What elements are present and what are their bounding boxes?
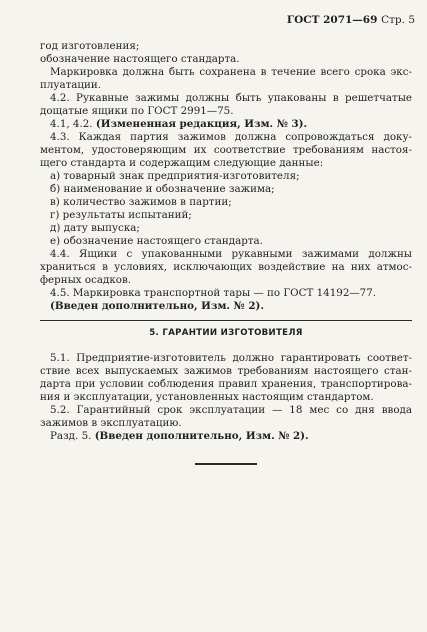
standard-number: ГОСТ 2071—69 [286,14,378,26]
list-item: в) количество зажимов в партии; [50,196,232,208]
section-heading: 5. ГАРАНТИИ ИЗГОТОВИТЕЛЯ [149,328,303,338]
text-line: зажимов в эксплуатацию. [40,417,182,429]
amendment-text: (Измененная редакция, Изм. № 3). [95,118,308,130]
amendment-text: (Введен дополнительно, Изм. № 2). [94,430,309,442]
section-divider [40,320,412,321]
page-number: Стр. 5 [381,14,415,26]
text-line: ферных осадков. [40,274,132,286]
text-line: ствие всех выпускаемых зажимов требованиям настоящего стан- [40,365,412,377]
text-line: плуатации. [40,79,102,91]
spacer [40,453,412,463]
amendment-note [40,430,412,443]
amendment-note [40,118,412,131]
list-item: г) результаты испытаний; [50,209,192,221]
clause-5-2: 5.2. Гарантийный срок эксплуатации — 18 мес со дня ввода [50,404,412,416]
clause-4-3: 4.3. Каждая партия зажимов должна сопровождаться доку- [50,131,412,143]
text-line: Маркировка должна быть сохранена в течение всего срока экс- [50,66,412,78]
document-body [40,40,412,465]
list-item: а) товарный знак предприятия-изготовителя; [50,170,300,182]
text-line: ментом, удостоверяющим их соответствие требованиям настоя- [40,144,412,156]
list-item: б) наименование и обозначение зажима; [50,183,275,195]
text-line: храниться в условиях, исключающих воздействие на них атмос- [40,261,412,273]
text-line: ния и эксплуатации, установленных настоящим стандартом. [40,391,374,403]
text-line: дарта при условии соблюдения правил хранения, транспортирова- [40,378,412,390]
clause-4-5: 4.5. Маркировка транспортной тары — по ГОСТ 14192—77. [50,287,377,299]
clause-4-4: 4.4. Ящики с упакованными рукавными зажимами должны [50,248,412,260]
list-item: е) обозначение настоящего стандарта. [50,235,263,247]
amendment-text: (Введен дополнительно, Изм. № 2). [50,300,264,312]
section-ref: Разд. 5. [50,430,92,442]
text-line: год изготовления; [40,40,140,52]
text-line: дощатые ящики по ГОСТ 2991—75. [40,105,234,117]
page-header [287,14,415,26]
clause-5-1: 5.1. Предприятие-изготовитель должно гарантировать соответ- [50,352,412,364]
clause-4-2: 4.2. Рукавные зажимы должны быть упакованы в решетчатые [50,92,412,104]
spacer [40,443,412,453]
list-item: д) дату выпуска; [50,222,140,234]
text-line: щего стандарта и содержащим следующие данные: [40,157,324,169]
end-rule [195,463,257,465]
clause-ref: 4.1, 4.2. [50,118,93,130]
text-line: обозначение настоящего стандарта. [40,53,240,65]
